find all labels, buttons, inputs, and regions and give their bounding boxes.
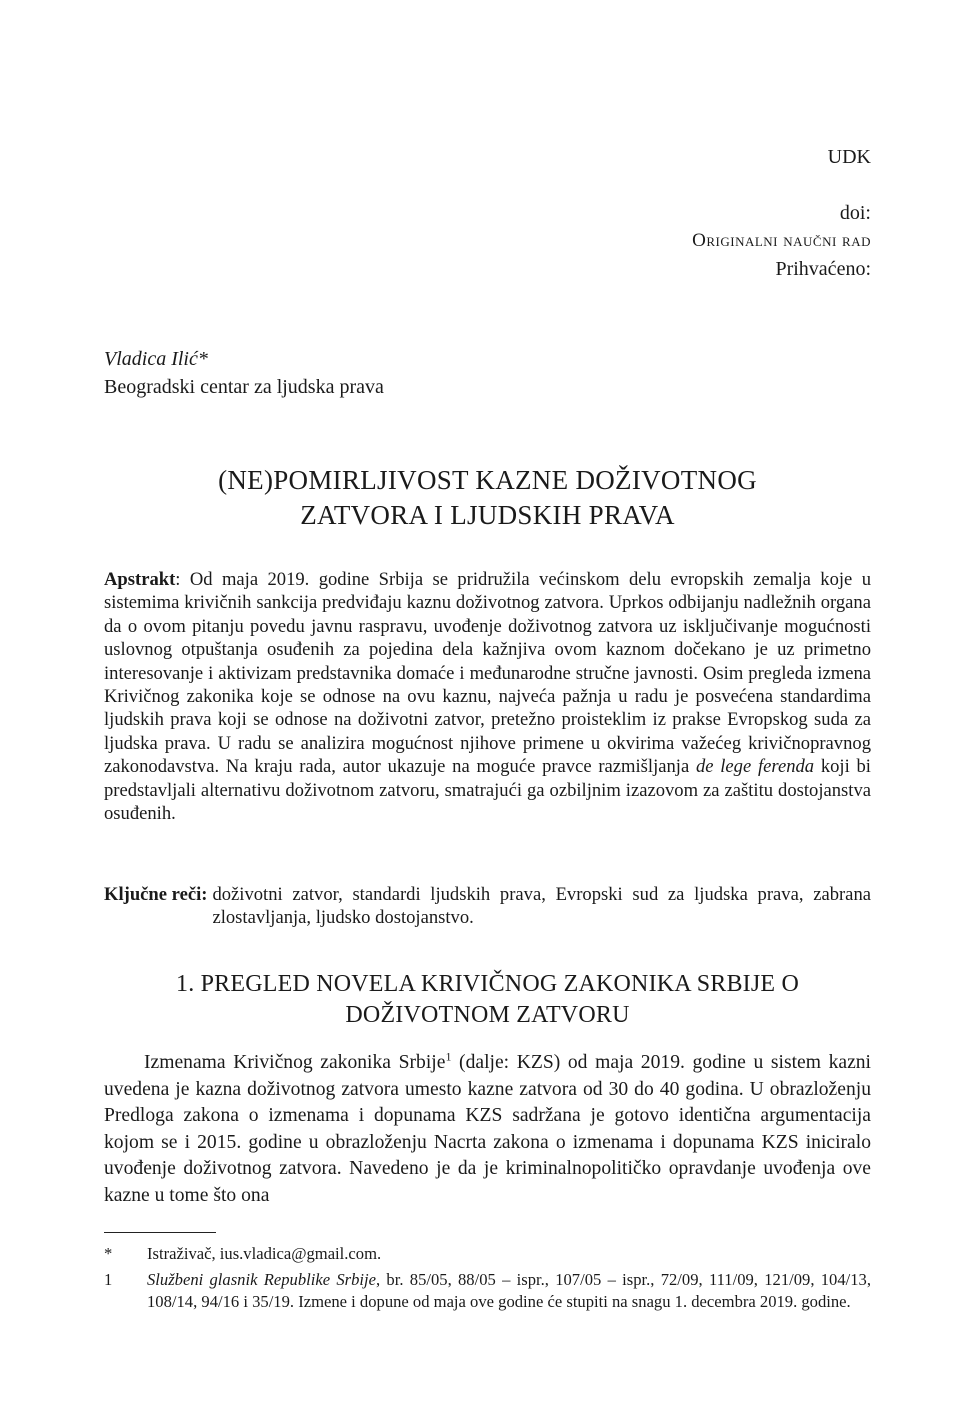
paper-title (104, 463, 871, 533)
abstract-text-2: koji bi predstavljali alternativu doživotnom zatvoru, smatrajući ga ozbiljnim izazovom za zaštitu dostojanstva osuđenih. (104, 756, 871, 825)
abstract-text-1: : Od maja 2019. godine Srbija se pridružila većinskom delu evropskih zemalja koje u sistemima krivičnih sankcija predviđaju kaznu doživotnog zatvora. Uprkos odbijanju nadležnih organa da o ovom pitanju povedu javnu raspravu, uvođenje doživotnog zatvora uz isključivanje mogućnosti uslovnog otpuštanja osuđenih za pojedina dela kažnjiva ovom kaznom dočekano je uz primetno interesovanje i aktivizam predstavnika domaće i međunarodne stručne javnosti. Osim pregleda izmena Krivičnog zakonika koje se odnose na ovu kaznu, najveća pažnja u radu je posvećena standardima ljudskih prava koji se odnose na doživotni zatvor, pretežno proisteklim iz prakse Evropskog suda za ljudska prava. U radu se analizira mogućnost njihove primene u okvirima važećeg krivičnopravnog zakonodavstva. Na kraju rada, autor ukazuje na moguće pravce razmišljanja (104, 569, 871, 778)
author-name: Vladica Ilić* (104, 348, 208, 370)
footnote-italic: Službeni glasnik Republike Srbije (147, 1270, 376, 1289)
footnote-text: Istraživač, ius.vladica@gmail.com. (147, 1244, 382, 1263)
accepted-label: Prihvaćeno: (775, 258, 871, 280)
abstract-italic-phrase: de lege ferenda (695, 756, 815, 778)
footnote-mark: 1 (104, 1270, 113, 1289)
section-heading (104, 969, 871, 1031)
paper-type: Originalni naučni rad (692, 230, 871, 251)
section-heading-line-1: 1. PREGLED NOVELA KRIVIČNOG ZAKONIKA SRBIJE O (176, 971, 799, 997)
body-paragraph (104, 1050, 871, 1209)
author-affiliation: Beogradski centar za ljudska prava (104, 376, 384, 398)
footnote-mark: * (104, 1244, 113, 1263)
section-heading-line-2: DOŽIVOTNOM ZATVORU (345, 1002, 630, 1028)
doi-label: doi: (839, 202, 871, 224)
footnotes (104, 1243, 871, 1317)
footnote-ref[interactable]: 1 (445, 1049, 452, 1064)
footnote-1 (104, 1269, 871, 1313)
abstract-label: Apstrakt (104, 569, 176, 590)
footnote-author (104, 1243, 871, 1265)
keywords (104, 883, 871, 930)
footnote-text: Službeni glasnik Republike Srbije, br. 85/05, 88/05 – ispr., 107/05 – ispr., 72/09, 111/09, 121/09, 104/13, 108/14, 94/16 i 35/19. Izmene i dopune od maja ove godine će stupiti na snagu 1. decembra 2019. godine. (147, 1270, 872, 1311)
udk-label: UDK (827, 146, 871, 168)
body-text-2: (dalje: KZS) od maja 2019. godine u sistem kazni uvedena je kazna doživotnog zatvora umesto kazne zatvora od 30 do 40 godina. U obrazloženju Predloga zakona o izmenama i dopunama KZS sadržana je gotovo identična argumentacija kojom se i 2015. godine u obrazloženju Nacrta zakona o izmenama i dopunama KZS iniciralo uvođenje doživotnog zatvora. Navedeno je da je kriminalnopolitičko opravdanje uvođenja ove kazne u tome što ona (104, 1052, 872, 1206)
keywords-label: Ključne reči: (104, 884, 208, 905)
title-line-2: ZATVORA I LJUDSKIH PRAVA (300, 500, 675, 530)
body-text-1: Izmenama Krivičnog zakonika Srbije (144, 1052, 446, 1073)
author-block (104, 345, 384, 401)
title-line-1: (NE)POMIRLJIVOST KAZNE DOŽIVOTNOG (218, 465, 757, 495)
keywords-text: doživotni zatvor, standardi ljudskih prava, Evropski sud za ljudska prava, zabrana zlostavljanja, ljudsko dostojanstvo. (212, 884, 871, 929)
footnote-divider (104, 1232, 216, 1233)
abstract (104, 568, 871, 825)
